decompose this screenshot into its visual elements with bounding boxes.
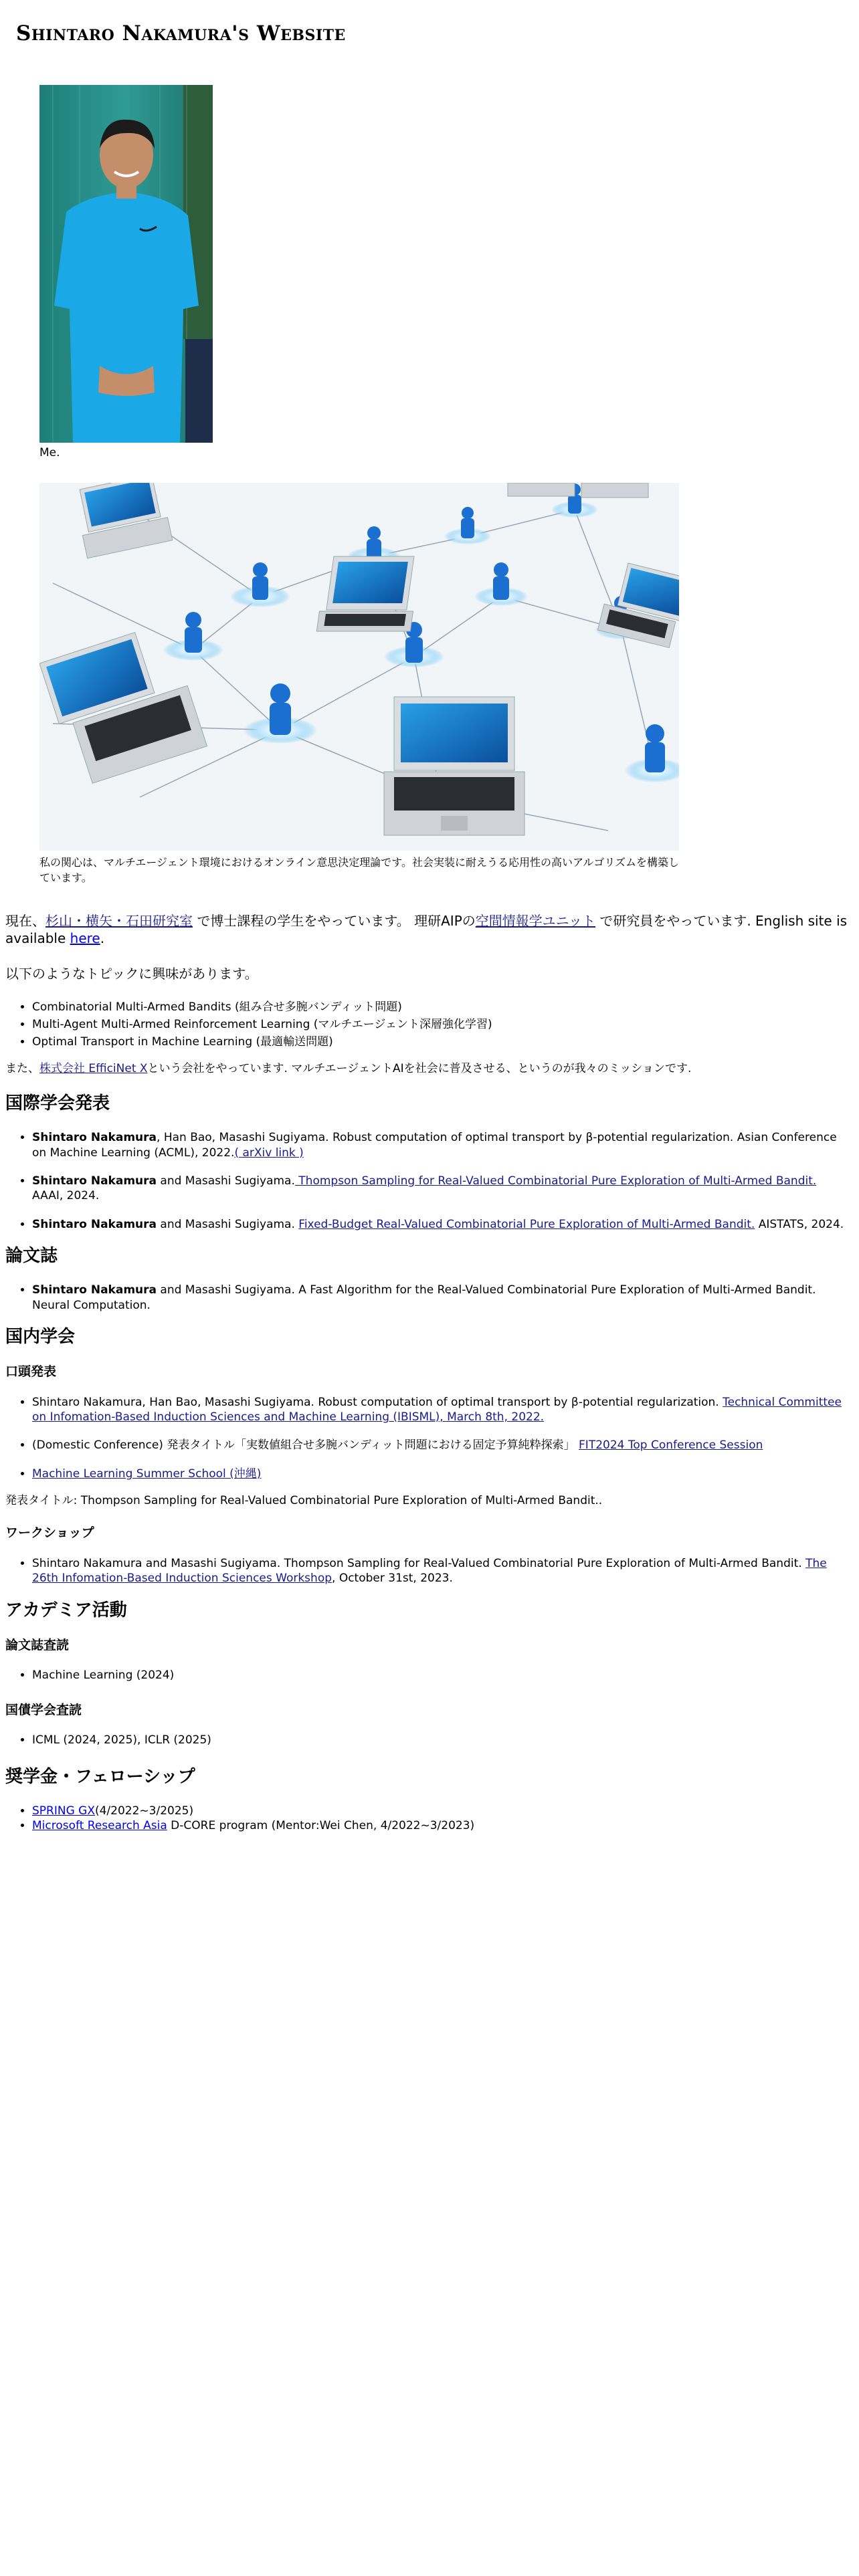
grants-section [5, 1766, 850, 1833]
intro-paragraph [5, 912, 850, 947]
subsection-heading: ワークショップ [5, 1525, 94, 1541]
list-item: • Multi-Agent Multi-Armed Reinforcement Learning (マルチエージェント深層強化学習) [32, 1017, 850, 1032]
list-item: • Optimal Transport in Machine Learning (最適輸送問題) [32, 1035, 850, 1049]
publication-list [5, 1130, 850, 1232]
publication-list [5, 1283, 850, 1313]
mlss-link[interactable]: Machine Learning Summer School (沖縄) [32, 1467, 262, 1481]
interests-list [5, 1000, 850, 1049]
ibisml-link[interactable]: Technical Committee on Infomation-Based Induction Sciences and Machine Learning (IBISML), March 8th, 2022. [32, 1395, 842, 1424]
company-link[interactable]: 株式会社 EfficiNet X [39, 1062, 148, 1076]
publication-text: and Masashi Sugiyama. A Fast Algorithm for the Real-Valued Combinatorial Pure Exploration of Multi-Armed Bandit. Neural Computation. [32, 1283, 816, 1312]
publication-text: and Masashi Sugiyama. [157, 1174, 295, 1188]
publication-item [32, 1438, 850, 1453]
publication-item [32, 1217, 850, 1232]
conference-review-list [5, 1733, 850, 1747]
unit-link[interactable]: 空間情報学ユニット [475, 913, 595, 929]
workshop-list [5, 1556, 850, 1586]
grant-text: D-CORE program (Mentor:Wei Chen, 4/2022~3/2023) [167, 1819, 475, 1833]
intro-text: で研究員をやっています. English site is available [5, 913, 848, 946]
profile-photo [39, 85, 213, 443]
international-conferences-section [5, 1093, 850, 1232]
publication-text: (Domestic Conference) 発表タイトル「実数値組合せ多腕バンディット問題における固定予算純粋探索」 [32, 1438, 579, 1453]
author-name: Shintaro Nakamura [32, 1131, 157, 1145]
profile-caption: Me. [39, 446, 60, 459]
journal-review-list [5, 1668, 850, 1683]
section-heading: 国際学会発表 [5, 1093, 110, 1114]
publication-text: and Masashi Sugiyama. [157, 1217, 299, 1231]
publication-item [32, 1283, 850, 1313]
subsection-heading: 国債学会査読 [5, 1702, 82, 1717]
publication-item [32, 1174, 850, 1204]
intro-text: で博士課程の学生をやっています。 理研AIPの [193, 913, 476, 929]
section-heading: 奨学金・フェローシップ [5, 1767, 195, 1788]
paper-link[interactable]: Thompson Sampling for Real-Valued Combinatorial Pure Exploration of Multi-Armed Bandit. [294, 1174, 817, 1188]
publication-item [32, 1556, 850, 1586]
company-paragraph [5, 1061, 850, 1076]
network-illustration [39, 483, 679, 851]
list-item [32, 1804, 850, 1818]
interests-intro: 以下のようなトピックに興味があります。 [5, 966, 258, 982]
talk-title: 発表タイトル: Thompson Sampling for Real-Valued Combinatorial Pure Exploration of Multi-Armed Bandit.. [5, 1494, 603, 1508]
msra-link[interactable]: Microsoft Research Asia [32, 1819, 167, 1833]
domestic-section [5, 1326, 850, 1586]
publication-item [32, 1467, 850, 1481]
journal-section [5, 1245, 850, 1313]
company-text: という会社をやっています. マルチエージェントAIを社会に普及させる、というのが我々のミッションです. [147, 1062, 692, 1076]
spring-gx-link[interactable]: SPRING GX [32, 1804, 95, 1818]
author-name: Shintaro Nakamura [32, 1283, 157, 1297]
main-content [5, 912, 850, 1833]
english-site-link[interactable]: here [70, 930, 100, 946]
academic-activities-section [5, 1600, 850, 1747]
paper-link[interactable]: Fixed-Budget Real-Valued Combinatorial Pure Exploration of Multi-Armed Bandit. [298, 1217, 755, 1231]
subsection-heading: 論文誌査読 [5, 1637, 70, 1652]
intro-text: 現在、 [5, 913, 45, 929]
ibis-workshop-link[interactable]: The 26th Infomation-Based Induction Sciences Workshop [32, 1557, 827, 1586]
subsection-heading: 口頭発表 [5, 1364, 57, 1379]
arxiv-link[interactable]: ( arXiv link ) [234, 1146, 304, 1160]
publication-item [32, 1395, 850, 1425]
author-name: Shintaro Nakamura [32, 1174, 157, 1188]
publication-date: , October 31st, 2023. [332, 1572, 453, 1586]
oral-list [5, 1395, 850, 1482]
publication-text: Shintaro Nakamura and Masashi Sugiyama. Thompson Sampling for Real-Valued Combinatorial Pure Exploration of Multi-Armed Bandit. [32, 1557, 806, 1571]
grants-list [5, 1804, 850, 1833]
publication-venue: AISTATS, 2024. [755, 1217, 844, 1231]
section-heading: 国内学会 [5, 1327, 76, 1348]
list-item: • Machine Learning (2024) [32, 1668, 850, 1683]
publication-text: , Han Bao, Masashi Sugiyama. Robust computation of optimal transport by β-potential regularization. Asian Conference on Machine Learning (ACML), 2022. [32, 1131, 837, 1160]
publication-text: Shintaro Nakamura, Han Bao, Masashi Sugiyama. Robust computation of optimal transport by β-potential regularization. [32, 1395, 723, 1409]
lab-link[interactable]: 杉山・横矢・石田研究室 [45, 913, 193, 929]
site-title: Shintaro Nakamura's Website [16, 21, 346, 45]
section-heading: アカデミア活動 [5, 1600, 127, 1620]
company-text: また、 [5, 1062, 39, 1076]
fit2024-link[interactable]: FIT2024 Top Conference Session [579, 1438, 763, 1453]
author-name: Shintaro Nakamura [32, 1217, 157, 1231]
network-caption: 私の関心は、マルチエージェント環境におけるオンライン意思決定理論です。社会実装に耐えうる応用性の高いアルゴリズムを構築しています。 [39, 856, 680, 885]
list-item: • Combinatorial Multi-Armed Bandits (組み合せ多腕バンディット問題) [32, 1000, 850, 1014]
grant-text: (4/2022~3/2025) [94, 1804, 194, 1818]
list-item: • ICML (2024, 2025), ICLR (2025) [32, 1733, 850, 1747]
publication-venue: AAAI, 2024. [32, 1189, 100, 1203]
intro-text: . [100, 930, 105, 946]
section-heading: 論文誌 [5, 1246, 58, 1267]
publication-item [32, 1130, 850, 1160]
list-item [32, 1818, 850, 1833]
